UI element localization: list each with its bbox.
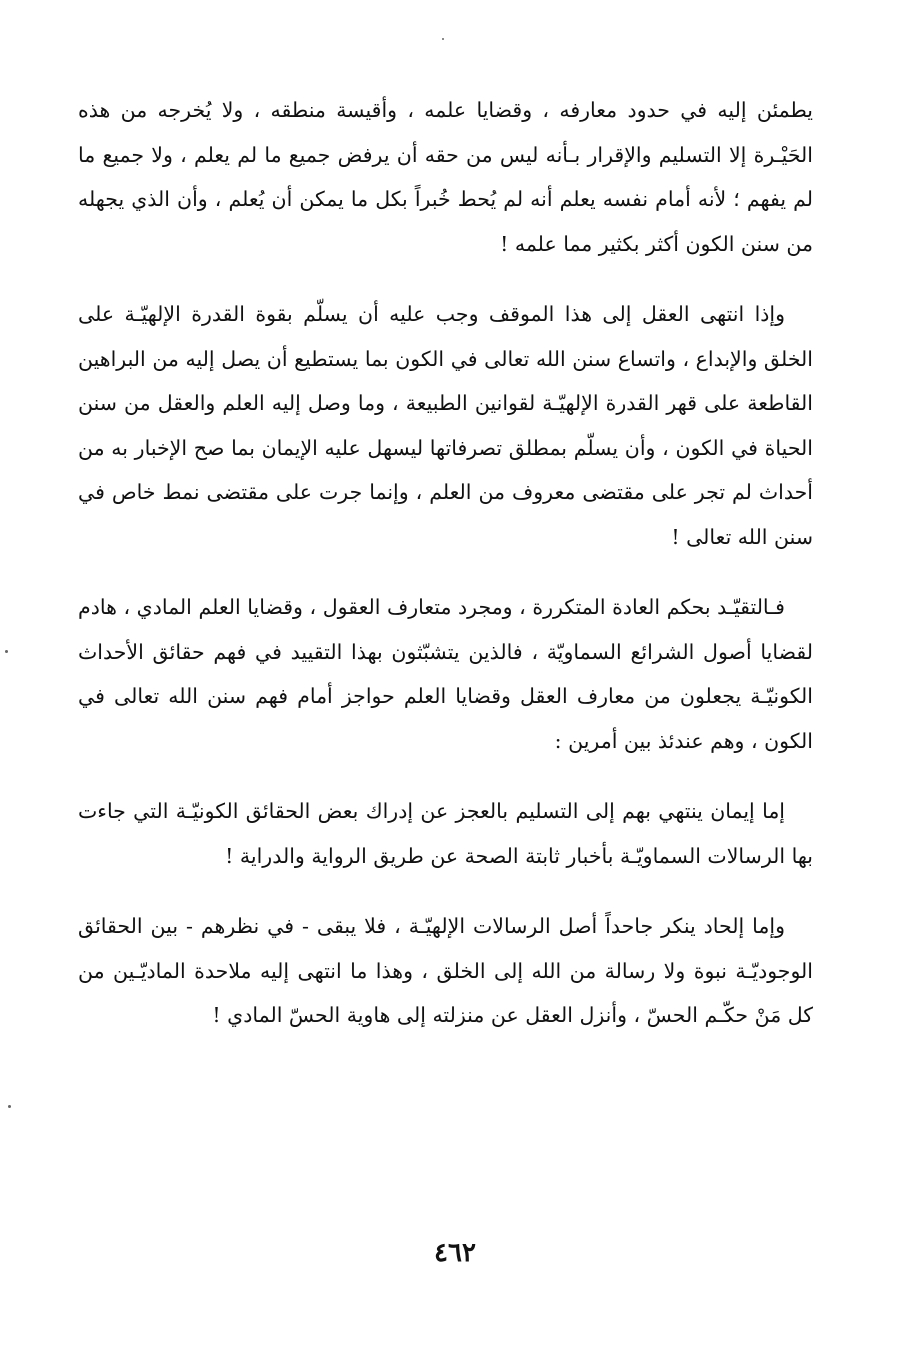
page-number: ٤٦٢ [434, 1238, 476, 1268]
scan-speck [8, 1105, 11, 1108]
paragraph-2: وإذا انتهى العقل إلى هذا الموقف وجب عليه أن يسلّم بقوة القدرة الإلهيّـة على الخلق والإبداع ، واتساع سنن الله تعالى في الكون بما يستطيع أن يصل إليه من البراهين القاطعة على قهر القدرة الإلهيّـة لقوانين الطبيعة ، وما وصل إليه العلم والعقل من سنن الحياة في الكون ، وأن يسلّم بمطلق تصرفاتها ليسهل عليه الإيمان بما صح الإخبار به من أحداث لم تجر على مقتضى معروف من العلم ، وإنما جرت على مقتضى نمط خاص في سنن الله تعالى ! [78, 302, 813, 549]
paragraph-3: فـالتقيّـد بحكم العادة المتكررة ، ومجرد متعارف العقول ، وقضايا العلم المادي ، هادم لقضايا أصول الشرائع السماويّة ، فالذين يتشبّثون بهذا التقييد في فهم حقائق الأحداث الكونيّـة يجعلون من معارف العقل وقضايا العلم حواجز أمام فهم سنن الله تعالى في الكون ، وهم عندئذ بين أمرين : [78, 595, 813, 753]
scan-speck [442, 38, 444, 40]
scan-speck [5, 650, 8, 653]
page-text [78, 88, 813, 1064]
paragraph-4: إما إيمان ينتهي بهم إلى التسليم بالعجز عن إدراك بعض الحقائق الكونيّـة التي جاءت بها الرسالات السماويّـة بأخبار ثابتة الصحة عن طريق الرواية والدراية ! [78, 799, 813, 868]
paragraph-1: يطمئن إليه في حدود معارفه ، وقضايا علمه ، وأقيسة منطقه ، ولا يُخرجه من هذه الحَيْـرة إلا التسليم والإقرار بـأنه ليس من حقه أن يرفض جميع ما لم يعلم ، ولا جميع ما لم يفهم ؛ لأنه أمام نفسه يعلم أنه لم يُحط خُبراً بكل ما يمكن أن يُعلم ، وأن الذي يجهله من سنن الكون أكثر بكثير مما علمه ! [78, 98, 813, 256]
paragraph-5: وإما إلحاد ينكر جاحداً أصل الرسالات الإلهيّـة ، فلا يبقى - في نظرهم - بين الحقائق الوجوديّـة نبوة ولا رسالة من الله إلى الخلق ، وهذا ما انتهى إليه ملاحدة الماديّـين من كل مَنْ حكّـم الحسّ ، وأنزل العقل عن منزلته إلى هاوية الحسّ المادي ! [78, 914, 813, 1027]
